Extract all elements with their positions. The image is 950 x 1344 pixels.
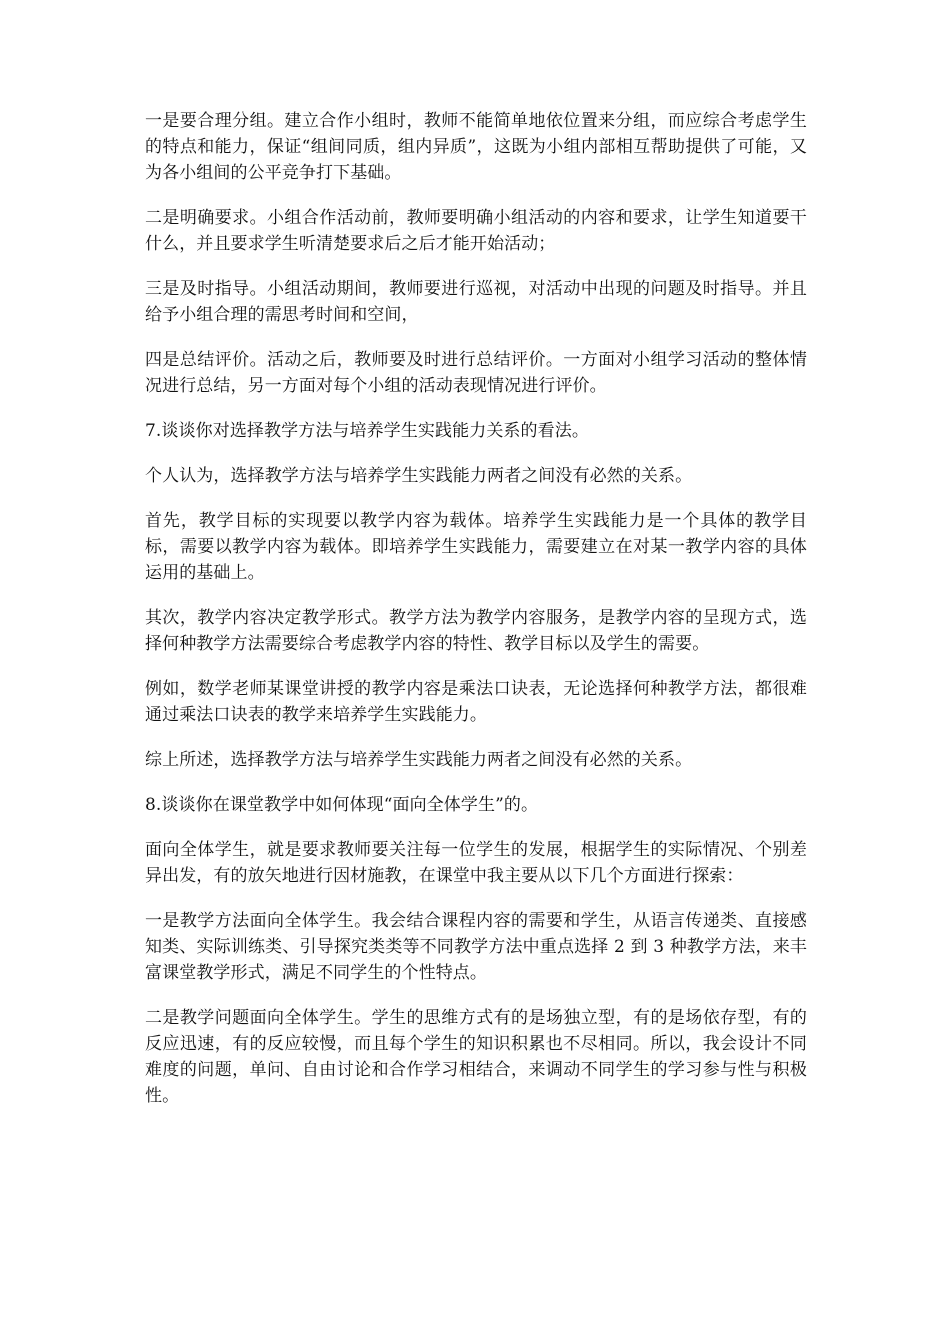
paragraph-first: 首先，教学目标的实现要以教学内容为载体。培养学生实践能力是一个具体的教学目标，需要以教学内容为载体。即培养学生实践能力，需要建立在对某一教学内容的具体运用的基础上。 bbox=[145, 511, 807, 583]
paragraph-guidance: 三是及时指导。小组活动期间，教师要进行巡视，对活动中出现的问题及时指导。并且给予小组合理的需思考时间和空间， bbox=[145, 279, 807, 325]
paragraph-grouping: 一是要合理分组。建立合作小组时，教师不能简单地依位置来分组，而应综合考虑学生的特点和能力，保证“组间同质，组内异质”，这既为小组内部相互帮助提供了可能，又为各小组间的公平竞争打下基础。 bbox=[145, 111, 807, 183]
paragraph-questions: 二是教学问题面向全体学生。学生的思维方式有的是场独立型，有的是场依存型，有的反应迅速，有的反应较慢，而且每个学生的知识积累也不尽相同。所以，我会设计不同难度的问题，单问、自由讨论和合作学习相结合，来调动不同学生的学习参与性与积极性。 bbox=[145, 1008, 807, 1106]
paragraph-methods: 一是教学方法面向全体学生。我会结合课程内容的需要和学生，从语言传递类、直接感知类、实际训练类、引导探究类类等不同教学方法中重点选择 2 到 3 种教学方法，来丰富课堂教学形式，满足不同学生的个性特点。 bbox=[145, 911, 807, 983]
paragraph-all-students: 面向全体学生，就是要求教师要关注每一位学生的发展，根据学生的实际情况、个别差异出发，有的放矢地进行因材施教，在课堂中我主要从以下几个方面进行探索： bbox=[145, 840, 807, 886]
question-7-heading: 7.谈谈你对选择教学方法与培养学生实践能力关系的看法。 bbox=[145, 421, 589, 441]
paragraph-requirements: 二是明确要求。小组合作活动前，教师要明确小组活动的内容和要求，让学生知道要干什么，并且要求学生听清楚要求后之后才能开始活动； bbox=[145, 208, 807, 254]
paragraph-evaluation: 四是总结评价。活动之后，教师要及时进行总结评价。一方面对小组学习活动的整体情况进行总结，另一方面对每个小组的活动表现情况进行评价。 bbox=[145, 350, 807, 396]
paragraph-example: 例如，数学老师某课堂讲授的教学内容是乘法口诀表，无论选择何种教学方法，都很难通过乘法口诀表的教学来培养学生实践能力。 bbox=[145, 679, 807, 725]
document-page bbox=[145, 108, 807, 1128]
paragraph-conclusion: 综上所述，选择教学方法与培养学生实践能力两者之间没有必然的关系。 bbox=[145, 750, 693, 770]
question-8-heading: 8.谈谈你在课堂教学中如何体现“面向全体学生”的。 bbox=[145, 795, 539, 815]
paragraph-second: 其次，教学内容决定教学形式。教学方法为教学内容服务，是教学内容的呈现方式，选择何种教学方法需要综合考虑教学内容的特性、教学目标以及学生的需要。 bbox=[145, 608, 807, 654]
paragraph-opinion: 个人认为，选择教学方法与培养学生实践能力两者之间没有必然的关系。 bbox=[145, 466, 693, 486]
